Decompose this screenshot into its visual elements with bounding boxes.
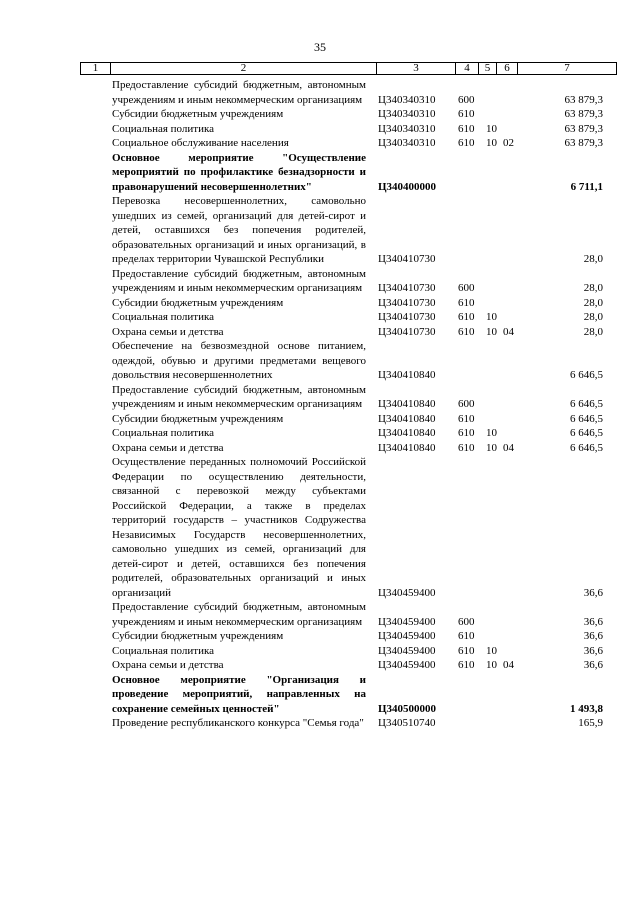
row-section: 10 xyxy=(486,441,497,454)
row-code: Ц340410730 xyxy=(378,325,436,338)
row-code: Ц340410840 xyxy=(378,398,436,410)
header-col-1: 1 xyxy=(92,62,99,74)
row-name: Субсидии бюджетным учреждениям xyxy=(112,412,284,425)
row-name: Социальная политика xyxy=(112,644,215,657)
table-row xyxy=(112,310,616,325)
row-amount: 28,0 xyxy=(583,325,603,338)
table-row xyxy=(112,78,616,107)
row-name: Субсидии бюджетным учреждениям xyxy=(112,108,284,120)
table-row xyxy=(112,296,616,311)
row-name: Предоставление субсидий бюджетным, автономным учреждениям и иным некоммерческим организациям xyxy=(112,267,366,294)
row-code: Ц340410840 xyxy=(378,412,436,425)
row-code: Ц340410730 xyxy=(378,311,436,323)
row-amount: 36,6 xyxy=(583,659,603,671)
budget-table-body xyxy=(112,78,616,731)
row-name: Предоставление субсидий бюджетным, автономным учреждениям и иным некоммерческим организациям xyxy=(112,601,366,628)
header-col-4: 4 xyxy=(464,62,470,74)
row-amount: 36,6 xyxy=(583,615,603,628)
row-name: Охрана семьи и детства xyxy=(112,325,224,338)
row-expense-type: 610 xyxy=(458,644,475,657)
row-expense-type: 610 xyxy=(458,630,475,642)
row-amount: 6 646,5 xyxy=(570,369,603,381)
table-row xyxy=(112,441,616,456)
row-name: Социальная политика xyxy=(112,122,215,135)
header-col-6: 6 xyxy=(504,62,510,74)
row-amount: 28,0 xyxy=(583,253,603,265)
row-amount: 6 711,1 xyxy=(570,180,603,193)
row-name: Социальное обслуживание населения xyxy=(112,137,289,149)
row-expense-type: 610 xyxy=(458,325,475,338)
table-row xyxy=(112,600,616,629)
row-name: Основное мероприятие "Организация и проведение мероприятий, направленных на сохранение семейных ценностей" xyxy=(112,673,366,715)
row-expense-type: 600 xyxy=(458,282,475,294)
row-amount: 6 646,5 xyxy=(570,398,603,410)
row-code: Ц340459400 xyxy=(378,630,436,642)
row-code: Ц340500000 xyxy=(378,702,437,715)
header-col-2: 2 xyxy=(240,62,247,74)
table-header xyxy=(80,62,617,75)
row-code: Ц340410840 xyxy=(378,441,436,454)
row-code: Ц340410840 xyxy=(378,369,436,381)
row-code: Ц340410730 xyxy=(378,282,436,294)
row-name: Основное мероприятие "Осуществление мероприятий по профилактике безнадзорности и правонарушений несовершеннолетних" xyxy=(112,151,366,193)
table-row xyxy=(112,151,616,195)
row-section: 10 xyxy=(486,644,497,657)
table-row xyxy=(112,107,616,122)
table-row xyxy=(112,644,616,659)
row-amount: 36,6 xyxy=(583,630,603,642)
row-subsection: 02 xyxy=(503,137,514,149)
row-amount: 165,9 xyxy=(578,717,603,729)
row-amount: 36,6 xyxy=(583,644,603,657)
row-amount: 6 646,5 xyxy=(570,441,603,454)
row-name: Субсидии бюджетным учреждениям xyxy=(112,296,284,309)
row-expense-type: 610 xyxy=(458,441,475,454)
row-expense-type: 610 xyxy=(458,137,475,149)
row-expense-type: 610 xyxy=(458,311,475,323)
header-col-7: 7 xyxy=(564,62,570,74)
table-row xyxy=(112,673,616,717)
row-section: 10 xyxy=(486,659,497,671)
row-code: Ц340340310 xyxy=(378,122,436,135)
table-row xyxy=(112,383,616,412)
table-row xyxy=(112,455,616,600)
row-section: 10 xyxy=(486,122,497,135)
row-name: Субсидии бюджетным учреждениям xyxy=(112,630,284,642)
header-col-3: 3 xyxy=(413,62,419,74)
table-row xyxy=(112,339,616,383)
table-row xyxy=(112,629,616,644)
row-amount: 63 879,3 xyxy=(564,93,603,106)
row-code: Ц340340310 xyxy=(378,137,436,149)
table-row xyxy=(112,136,616,151)
table-row xyxy=(112,716,616,731)
row-name: Охрана семьи и детства xyxy=(112,659,224,671)
row-name: Обеспечение на безвозмездной основе питанием, одеждой, обувью и другими предметами вещевого довольствия несовершеннолетних xyxy=(112,340,366,381)
page-number: 35 xyxy=(314,40,326,54)
row-expense-type: 600 xyxy=(458,93,475,106)
row-subsection: 04 xyxy=(503,441,514,454)
row-subsection: 04 xyxy=(503,325,514,338)
row-amount: 63 879,3 xyxy=(564,108,603,120)
row-name: Осуществление переданных полномочий Российской Федерации по осуществлению деятельности, связанной с перевозкой между субъектами Российской Федерации, а также в пределах территорий государств – участников Содружества Независимых Государств несовершеннолетних, самовольно ушедших из семей, организаций для детей-сирот и детей, оставшихся без попечения родителей, образовательных организаций и иных организаций xyxy=(112,456,366,599)
row-code: Ц340510740 xyxy=(378,717,436,729)
row-expense-type: 610 xyxy=(458,108,475,120)
table-row xyxy=(112,412,616,427)
row-name: Перевозка несовершеннолетних, самовольно ушедших из семей, организаций для детей-сирот и детей, оставшихся без попечения родителей, образовательных организаций и иных организаций, в пределах территории Чувашской Республики xyxy=(112,195,366,265)
row-amount: 63 879,3 xyxy=(564,122,603,135)
row-amount: 28,0 xyxy=(583,282,603,294)
row-name: Охрана семьи и детства xyxy=(112,441,224,454)
row-expense-type: 600 xyxy=(458,615,475,628)
row-code: Ц340340310 xyxy=(378,93,436,106)
row-section: 10 xyxy=(486,311,497,323)
row-expense-type: 610 xyxy=(458,412,475,425)
row-amount: 1 493,8 xyxy=(570,702,603,715)
row-name: Социальная политика xyxy=(112,427,215,439)
row-name: Предоставление субсидий бюджетным, автономным учреждениям и иным некоммерческим организациям xyxy=(112,383,366,410)
row-code: Ц340459400 xyxy=(378,615,436,628)
row-expense-type: 600 xyxy=(458,398,475,410)
row-expense-type: 610 xyxy=(458,122,475,135)
row-amount: 63 879,3 xyxy=(564,137,603,149)
row-amount: 28,0 xyxy=(583,296,603,309)
row-name: Предоставление субсидий бюджетным, автономным учреждениям и иным некоммерческим организациям xyxy=(112,79,366,106)
row-code: Ц340459400 xyxy=(378,644,436,657)
row-amount: 28,0 xyxy=(583,311,603,323)
row-code: Ц340340310 xyxy=(378,108,436,120)
table-row xyxy=(112,122,616,137)
row-name: Проведение республиканского конкурса "Семья года" xyxy=(112,717,364,729)
row-amount: 36,6 xyxy=(583,586,603,599)
table-row xyxy=(112,194,616,267)
row-expense-type: 610 xyxy=(458,296,475,309)
row-amount: 6 646,5 xyxy=(570,427,603,439)
row-code: Ц340400000 xyxy=(378,180,437,193)
row-expense-type: 610 xyxy=(458,659,475,671)
row-code: Ц340410730 xyxy=(378,253,436,265)
row-expense-type: 610 xyxy=(458,427,475,439)
table-row xyxy=(112,267,616,296)
row-section: 10 xyxy=(486,325,497,338)
table-row xyxy=(112,426,616,441)
row-code: Ц340410730 xyxy=(378,296,436,309)
table-row xyxy=(112,658,616,673)
table-row xyxy=(112,325,616,340)
row-code: Ц340459400 xyxy=(378,659,436,671)
row-section: 10 xyxy=(486,137,497,149)
header-col-5: 5 xyxy=(484,62,491,74)
row-name: Социальная политика xyxy=(112,311,215,323)
row-amount: 6 646,5 xyxy=(570,412,603,425)
row-section: 10 xyxy=(486,427,497,439)
row-code: Ц340410840 xyxy=(378,427,436,439)
row-subsection: 04 xyxy=(503,659,514,671)
row-code: Ц340459400 xyxy=(378,586,436,599)
